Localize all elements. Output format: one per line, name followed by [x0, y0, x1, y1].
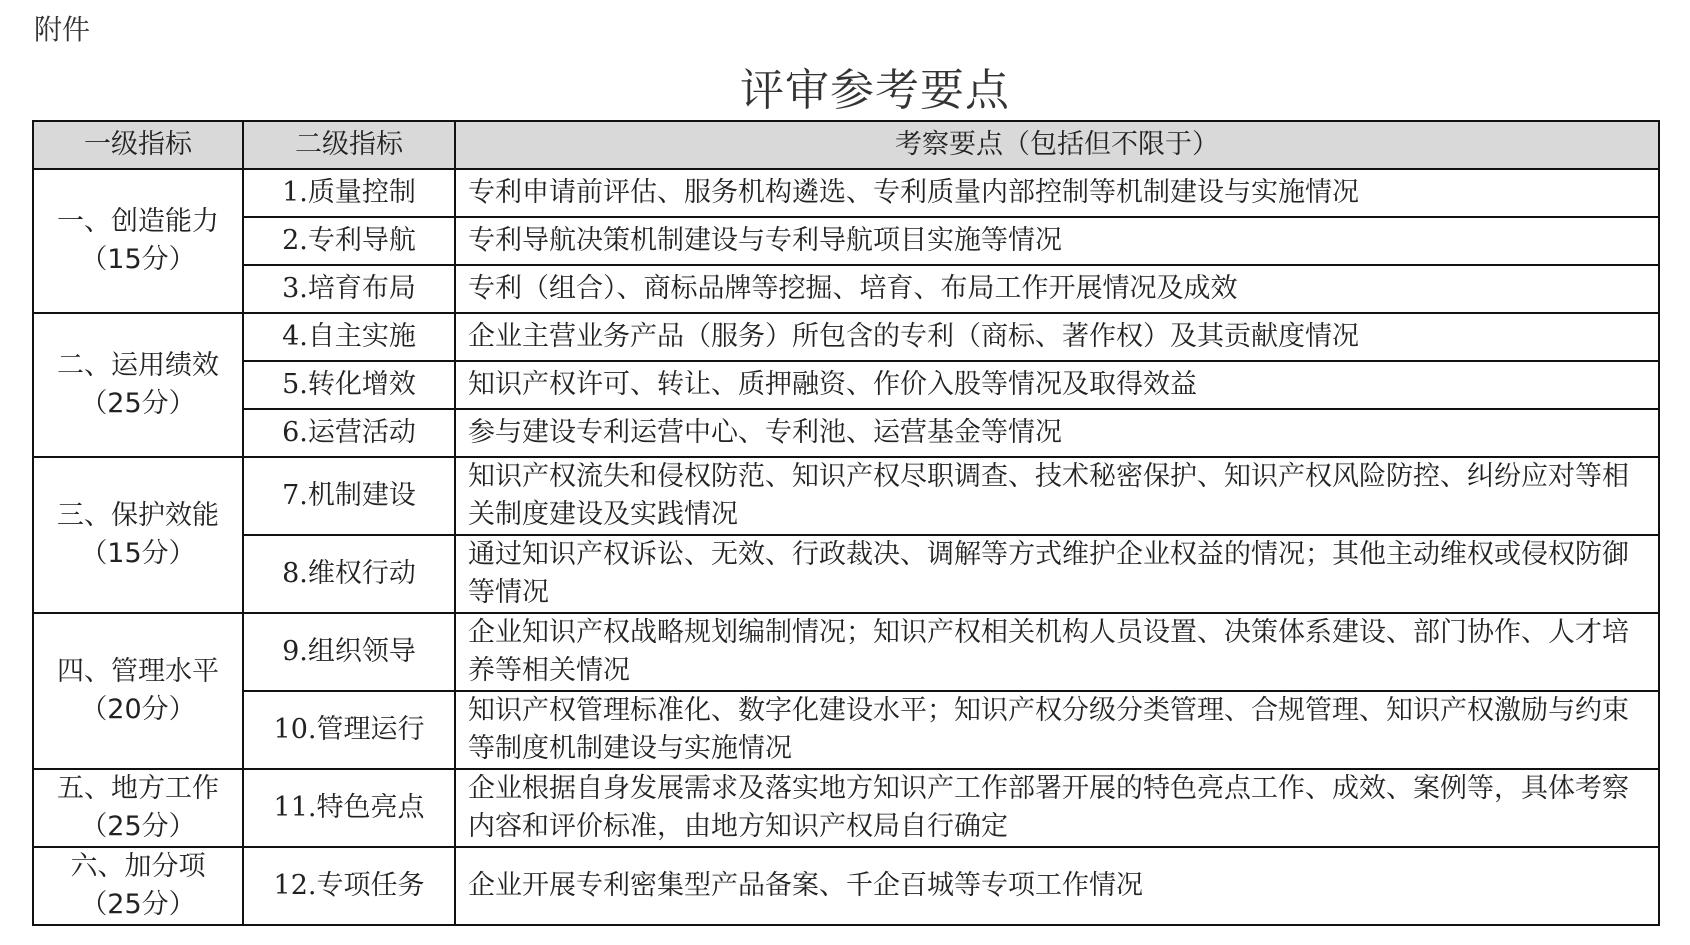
table-row — [33, 613, 1659, 691]
column-header-level1: 一级指标 — [33, 121, 243, 169]
level2-cell — [243, 361, 455, 409]
level1-score: （25分） — [80, 388, 196, 419]
level2-label: 转化增效 — [307, 369, 416, 400]
table-header-row — [33, 121, 1659, 169]
table-row — [33, 169, 1659, 217]
level2-cell — [243, 613, 455, 691]
table-row — [33, 313, 1659, 361]
level2-number: 4. — [282, 321, 308, 352]
level1-cell — [33, 169, 243, 313]
review-point-cell: 企业主营业务产品（服务）所包含的专利（商标、著作权）及其贡献度情况 — [455, 313, 1659, 361]
review-point-cell: 专利（组合）、商标品牌等挖掘、培育、布局工作开展情况及成效 — [455, 265, 1659, 313]
level2-label: 质量控制 — [307, 177, 416, 208]
level2-cell — [243, 169, 455, 217]
table-row — [33, 409, 1659, 457]
level2-label: 运营活动 — [307, 417, 416, 448]
level2-label: 自主实施 — [307, 321, 416, 352]
table-row — [33, 361, 1659, 409]
level1-score: （15分） — [80, 538, 196, 569]
level2-number: 6. — [282, 417, 308, 448]
level2-cell — [243, 691, 455, 769]
table-row — [33, 691, 1659, 769]
table-row — [33, 265, 1659, 313]
level2-label: 组织领导 — [307, 636, 416, 667]
review-point-cell: 专利申请前评估、服务机构遴选、专利质量内部控制等机制建设与实施情况 — [455, 169, 1659, 217]
level1-name: 四、管理水平 — [57, 656, 219, 687]
level2-label: 专项任务 — [316, 870, 425, 901]
table-row — [33, 457, 1659, 535]
level2-number: 11. — [273, 792, 317, 823]
review-point-cell: 企业知识产权战略规划编制情况；知识产权相关机构人员设置、决策体系建设、部门协作、人才培养等相关情况 — [455, 613, 1659, 691]
review-point-cell: 知识产权管理标准化、数字化建设水平；知识产权分级分类管理、合规管理、知识产权激励与约束等制度机制建设与实施情况 — [455, 691, 1659, 769]
level2-cell — [243, 409, 455, 457]
review-point-cell: 通过知识产权诉讼、无效、行政裁决、调解等方式维护企业权益的情况；其他主动维权或侵权防御等情况 — [455, 535, 1659, 613]
table-row — [33, 769, 1659, 847]
table-row — [33, 217, 1659, 265]
review-point-cell: 企业开展专利密集型产品备案、千企百城等专项工作情况 — [455, 847, 1659, 925]
level2-cell — [243, 217, 455, 265]
level1-cell — [33, 613, 243, 769]
review-points-table — [32, 120, 1660, 926]
review-point-cell: 参与建设专利运营中心、专利池、运营基金等情况 — [455, 409, 1659, 457]
level1-cell — [33, 769, 243, 847]
level1-score: （25分） — [80, 811, 196, 842]
column-header-level2: 二级指标 — [243, 121, 455, 169]
page-title: 评审参考要点 — [740, 65, 1010, 116]
level1-name: 二、运用绩效 — [57, 350, 219, 381]
level1-score: （15分） — [80, 244, 196, 275]
level1-cell — [33, 457, 243, 613]
level2-number: 8. — [282, 558, 308, 589]
table-row — [33, 847, 1659, 925]
level2-number: 10. — [273, 714, 317, 745]
level2-label: 机制建设 — [307, 480, 416, 511]
level1-name: 三、保护效能 — [57, 500, 219, 531]
level1-cell — [33, 847, 243, 925]
level2-cell — [243, 847, 455, 925]
level1-name: 六、加分项 — [70, 851, 206, 882]
review-point-cell: 专利导航决策机制建设与专利导航项目实施等情况 — [455, 217, 1659, 265]
level2-label: 培育布局 — [307, 273, 416, 304]
level2-label: 管理运行 — [316, 714, 425, 745]
level1-cell — [33, 313, 243, 457]
level2-cell — [243, 457, 455, 535]
level1-score: （20分） — [80, 694, 196, 725]
level2-cell — [243, 535, 455, 613]
review-point-cell: 知识产权流失和侵权防范、知识产权尽职调查、技术秘密保护、知识产权风险防控、纠纷应对等相关制度建设及实践情况 — [455, 457, 1659, 535]
table-row — [33, 535, 1659, 613]
level2-number: 3. — [282, 273, 308, 304]
level2-label: 专利导航 — [307, 225, 416, 256]
review-point-cell: 企业根据自身发展需求及落实地方知识产工作部署开展的特色亮点工作、成效、案例等，具体考察内容和评价标准，由地方知识产权局自行确定 — [455, 769, 1659, 847]
level1-name: 五、地方工作 — [57, 773, 219, 804]
level2-number: 9. — [282, 636, 308, 667]
level2-number: 2. — [282, 225, 308, 256]
level2-cell — [243, 265, 455, 313]
level2-number: 1. — [282, 177, 308, 208]
level2-label: 特色亮点 — [316, 792, 425, 823]
column-header-points: 考察要点（包括但不限于） — [455, 121, 1659, 169]
level2-number: 12. — [273, 870, 317, 901]
level2-number: 7. — [282, 480, 308, 511]
attachment-label: 附件 — [34, 13, 91, 46]
review-point-cell: 知识产权许可、转让、质押融资、作价入股等情况及取得效益 — [455, 361, 1659, 409]
level1-score: （25分） — [80, 889, 196, 920]
level2-cell — [243, 769, 455, 847]
level1-name: 一、创造能力 — [57, 206, 219, 237]
level2-number: 5. — [282, 369, 308, 400]
level2-cell — [243, 313, 455, 361]
level2-label: 维权行动 — [307, 558, 416, 589]
